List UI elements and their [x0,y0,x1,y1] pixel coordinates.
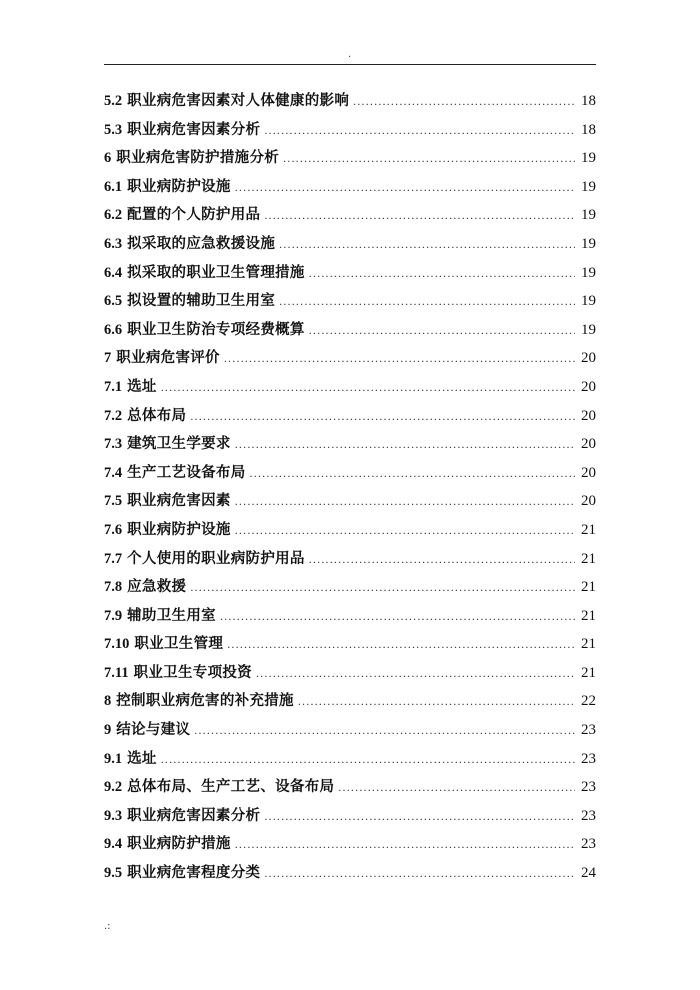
dot-leader [309,266,575,281]
toc-entry-page: 24 [581,865,596,882]
toc-entry-page: 21 [581,636,596,653]
toc-entry-page: 19 [581,235,596,252]
header-rule [104,64,596,65]
toc-entry[interactable] [104,661,596,690]
toc-entry-title: 职业病危害因素 [127,493,231,510]
dot-leader [235,180,575,195]
toc-entry-number: 7.9 [104,607,123,624]
toc-entry[interactable] [104,432,596,461]
toc-entry-page: 20 [581,378,596,395]
toc-entry[interactable] [104,461,596,490]
toc-entry-page: 23 [581,779,596,796]
toc-entry[interactable] [104,747,596,776]
toc-entry-page: 20 [581,464,596,481]
dot-leader [235,494,575,509]
toc-entry-number: 9.4 [104,836,123,853]
toc-entry-title: 辅助卫生用室 [127,607,216,624]
toc-entry-page: 21 [581,521,596,538]
dot-leader [283,151,575,166]
toc-entry-title: 应急救援 [127,579,187,596]
toc-entry[interactable] [104,689,596,718]
toc-entry[interactable] [104,118,596,147]
dot-leader [264,866,575,881]
toc-entry-number: 6.4 [104,264,123,281]
toc-entry-number: 9.3 [104,807,123,824]
dot-leader [190,409,575,424]
toc-entry-title: 配置的个人防护用品 [127,207,261,224]
dot-leader [279,294,575,309]
toc-entry-page: 18 [581,121,596,138]
toc-entry-title: 个人使用的职业病防护用品 [127,550,305,567]
toc-entry[interactable] [104,203,596,232]
dot-leader [235,837,575,852]
dot-leader [224,351,575,366]
toc-entry-number: 7.7 [104,550,123,567]
table-of-contents [104,89,596,890]
toc-entry-number: 9.1 [104,750,123,767]
dot-leader [264,208,575,223]
toc-entry-title: 职业卫生专项投资 [133,664,252,681]
toc-entry-number: 7.2 [104,407,123,424]
toc-entry-page: 23 [581,836,596,853]
dot-leader [264,123,575,138]
dot-leader [309,323,575,338]
toc-entry-title: 控制职业病危害的补充措施 [116,693,294,710]
dot-leader [338,780,575,795]
toc-entry-number: 7.5 [104,493,123,510]
dot-leader [264,809,575,824]
toc-entry-page: 21 [581,607,596,624]
toc-entry-title: 职业病防护设施 [127,178,231,195]
dot-leader [220,609,575,624]
toc-entry-title: 职业病危害因素分析 [127,807,261,824]
toc-entry-title: 职业病防护措施 [127,836,231,853]
dot-leader [161,380,575,395]
toc-entry[interactable] [104,518,596,547]
toc-entry-page: 23 [581,722,596,739]
dot-leader [161,752,575,767]
footer-mark: .: [104,921,111,932]
dot-leader [353,94,575,109]
toc-entry[interactable] [104,575,596,604]
toc-entry[interactable] [104,146,596,175]
toc-entry-number: 7.6 [104,521,123,538]
toc-entry[interactable] [104,775,596,804]
toc-entry-number: 6.1 [104,178,123,195]
toc-entry-title: 拟采取的职业卫生管理措施 [127,264,305,281]
dot-leader [309,552,575,567]
toc-entry[interactable] [104,232,596,261]
toc-entry-title: 拟设置的辅助卫生用室 [127,293,276,310]
toc-entry-page: 23 [581,750,596,767]
toc-entry[interactable] [104,489,596,518]
toc-entry[interactable] [104,175,596,204]
toc-entry[interactable] [104,804,596,833]
toc-entry-title: 职业病危害因素对人体健康的影响 [127,93,350,109]
toc-entry[interactable] [104,318,596,347]
toc-entry-title: 职业病危害因素分析 [127,121,261,138]
dot-leader [298,694,575,709]
toc-entry[interactable] [104,346,596,375]
toc-entry-number: 7.1 [104,378,123,395]
toc-entry[interactable] [104,861,596,890]
toc-entry-page: 19 [581,293,596,310]
toc-entry[interactable] [104,261,596,290]
toc-entry[interactable] [104,547,596,576]
toc-entry[interactable] [104,832,596,861]
toc-entry-title: 职业卫生防治专项经费概算 [127,321,305,338]
toc-entry-title: 总体布局 [127,407,187,424]
toc-entry-page: 22 [581,693,596,710]
toc-entry-number: 7 [104,350,112,367]
toc-entry[interactable] [104,718,596,747]
toc-entry-page: 19 [581,207,596,224]
header-mark: . [348,49,352,60]
toc-entry-title: 职业病危害评价 [116,350,220,367]
toc-entry-page: 18 [581,93,596,109]
toc-entry-number: 6.6 [104,321,123,338]
toc-entry-page: 19 [581,264,596,281]
toc-entry-number: 6.3 [104,235,123,252]
toc-entry-title: 选址 [127,750,157,767]
toc-entry-title: 总体布局、生产工艺、设备布局 [127,779,335,796]
toc-entry-page: 20 [581,350,596,367]
toc-entry-number: 6.2 [104,207,123,224]
toc-entry-number: 5.2 [104,93,123,109]
toc-entry-number: 7.3 [104,436,123,453]
toc-entry-page: 21 [581,579,596,596]
dot-leader [194,723,575,738]
toc-entry-title: 生产工艺设备布局 [127,464,246,481]
toc-entry-number: 9.5 [104,865,123,882]
toc-entry-number: 7.8 [104,579,123,596]
toc-entry[interactable] [104,404,596,433]
toc-entry-title: 职业病危害程度分类 [127,865,261,882]
toc-entry[interactable] [104,375,596,404]
toc-entry-number: 8 [104,693,112,710]
toc-entry-title: 职业病危害防护措施分析 [116,150,280,167]
toc-entry-number: 9.2 [104,779,123,796]
toc-entry-title: 建筑卫生学要求 [127,436,231,453]
dot-leader [235,523,575,538]
toc-entry-number: 5.3 [104,121,123,138]
toc-entry-page: 20 [581,436,596,453]
toc-entry-title: 职业卫生管理 [134,636,224,653]
toc-entry-title: 拟采取的应急救援设施 [127,235,276,252]
toc-entry-number: 6.5 [104,293,123,310]
toc-entry-page: 20 [581,407,596,424]
toc-entry-number: 6 [104,150,112,167]
toc-entry-number: 7.4 [104,464,123,481]
toc-entry-title: 结论与建议 [116,722,191,739]
dot-leader [250,466,575,481]
toc-entry[interactable] [104,289,596,318]
toc-entry[interactable] [104,632,596,661]
dot-leader [235,437,575,452]
toc-entry-page: 23 [581,807,596,824]
toc-entry-title: 职业病防护设施 [127,521,231,538]
toc-entry-page: 20 [581,493,596,510]
toc-entry-number: 7.10 [104,636,130,653]
toc-entry-page: 19 [581,178,596,195]
dot-leader [256,666,575,681]
toc-entry-number: 9 [104,722,112,739]
toc-entry[interactable] [104,604,596,633]
dot-leader [227,637,575,652]
toc-entry-page: 21 [581,664,596,681]
dot-leader [279,237,575,252]
dot-leader [190,580,575,595]
toc-entry-page: 19 [581,150,596,167]
toc-entry-page: 19 [581,321,596,338]
toc-entry[interactable] [104,89,596,118]
toc-entry-number: 7.11 [104,664,129,681]
toc-entry-title: 选址 [127,378,157,395]
toc-entry-page: 21 [581,550,596,567]
